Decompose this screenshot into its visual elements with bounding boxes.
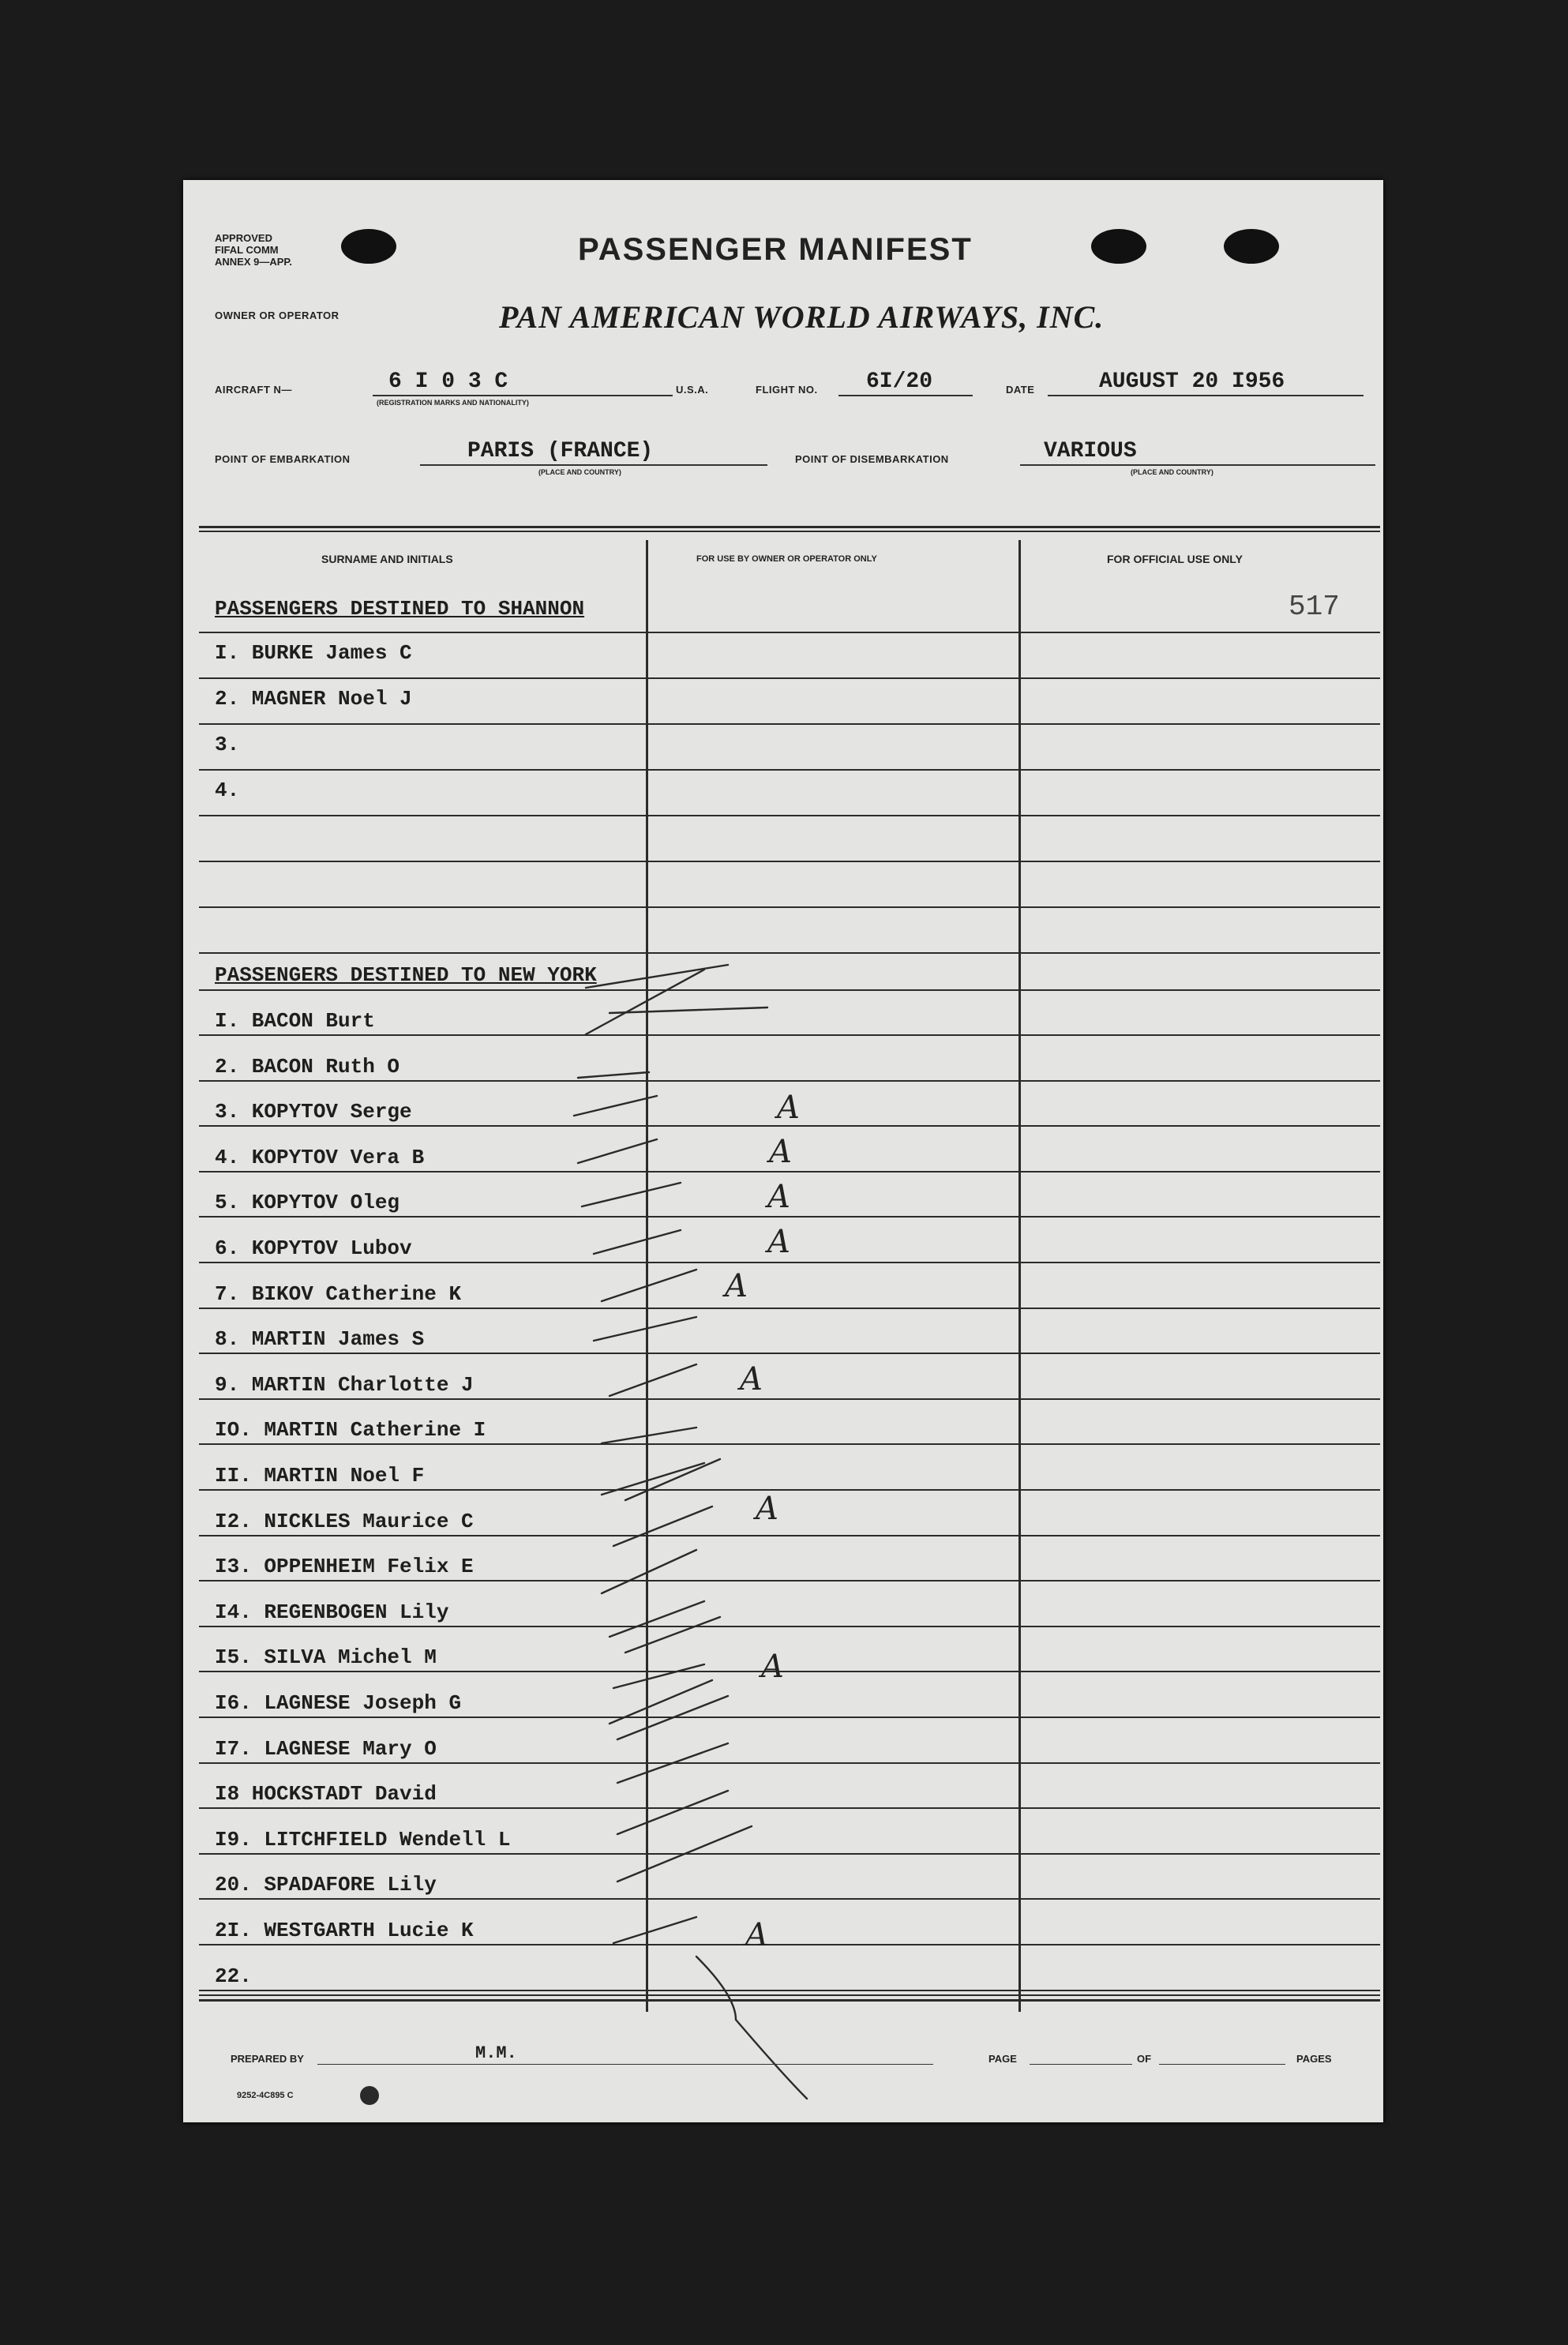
passenger-row: 8. MARTIN James S [215,1327,425,1352]
approval-stamp: APPROVED FIFAL COMM ANNEX 9—APP. [215,232,293,268]
column-header-official-use: FOR OFFICIAL USE ONLY [1107,553,1243,565]
handwritten-a-mark: A [767,1224,790,1260]
passenger-row: I8 HOCKSTADT David [215,1782,437,1807]
handwritten-a-mark: A [756,1491,778,1527]
manifest-sheet [183,180,1383,2122]
passenger-row: II. MARTIN Noel F [215,1464,425,1488]
passenger-row: 7. BIKOV Catherine K [215,1281,462,1306]
column-header-owner-use: FOR USE BY OWNER OR OPERATOR ONLY [696,554,877,564]
page-title: PASSENGER MANIFEST [578,232,973,267]
prepared-label: PREPARED BY [231,2053,304,2065]
handwritten-a-mark: A [767,1179,790,1215]
flight-value: 6I/20 [866,370,933,394]
passenger-row: I5. SILVA Michel M [215,1645,437,1670]
passenger-row: IO. MARTIN Catherine I [215,1418,486,1443]
usa-label: U.S.A. [676,384,709,396]
embark-value: PARIS (FRANCE) [467,439,654,463]
passenger-row: 2I. WESTGARTH Lucie K [215,1919,474,1942]
aircraft-value: 6 I 0 3 C [388,370,508,394]
union-bug-icon [360,2086,379,2105]
of-label: OF [1137,2053,1152,2065]
passenger-row: I7. LAGNESE Mary O [215,1736,437,1761]
pages-label: PAGES [1296,2053,1332,2065]
passenger-row: 6. KOPYTOV Lubov [215,1236,412,1260]
disembark-label: POINT OF DISEMBARKATION [795,453,949,465]
passenger-row: 2. MAGNER Noel J [215,687,412,711]
passenger-row: 22. [215,1964,252,1988]
prepared-value: M.M. [475,2043,517,2063]
embark-label: POINT OF EMBARKATION [215,453,351,465]
handwritten-a-mark: A [769,1134,792,1170]
passenger-row: I. BACON Burt [215,1009,375,1033]
disembark-value: VARIOUS [1044,439,1137,463]
column-header-surname: SURNAME AND INITIALS [321,553,453,565]
handwritten-a-mark: A [761,1649,784,1685]
official-number: 517 [1289,591,1340,623]
passenger-row: 5. KOPYTOV Oleg [215,1191,400,1215]
date-label: DATE [1006,384,1035,396]
passenger-row: I3. OPPENHEIM Felix E [215,1555,474,1579]
handwritten-a-mark: A [745,1917,768,1953]
owner-label: OWNER OR OPERATOR [215,310,339,321]
passenger-row: 4. KOPYTOV Vera B [215,1145,425,1169]
handwritten-a-mark: A [725,1268,748,1304]
embark-sub: (PLACE AND COUNTRY) [538,468,621,476]
passenger-row: I. BURKE James C [215,641,412,665]
passenger-row: 3. KOPYTOV Serge [215,1100,412,1124]
passenger-row: 2. BACON Ruth O [215,1054,400,1079]
aircraft-label: AIRCRAFT N— [215,384,292,396]
date-value: AUGUST 20 I956 [1099,370,1285,394]
passenger-row: 9. MARTIN Charlotte J [215,1372,474,1397]
passenger-row: 3. [215,733,240,756]
handwritten-a-mark: A [740,1361,763,1398]
passenger-row: I6. LAGNESE Joseph G [215,1691,462,1715]
passenger-row: 20. SPADAFORE Lily [215,1873,437,1897]
section-heading-shannon: PASSENGERS DESTINED TO SHANNON [215,597,585,621]
owner-value: PAN AMERICAN WORLD AIRWAYS, INC. [499,299,1105,335]
passenger-row: I9. LITCHFIELD Wendell L [215,1827,511,1852]
form-number: 9252-4C895 C [237,2091,294,2100]
passenger-row: I4. REGENBOGEN Lily [215,1600,449,1624]
aircraft-sub: (REGISTRATION MARKS AND NATIONALITY) [377,399,529,407]
flight-label: FLIGHT NO. [756,384,818,396]
passenger-row: 4. [215,779,240,802]
disembark-sub: (PLACE AND COUNTRY) [1131,468,1214,476]
handwritten-a-mark: A [777,1090,800,1126]
passenger-row: I2. NICKLES Maurice C [215,1509,474,1533]
section-heading-newyork: PASSENGERS DESTINED TO NEW YORK [215,963,597,987]
page-label: PAGE [988,2053,1017,2065]
